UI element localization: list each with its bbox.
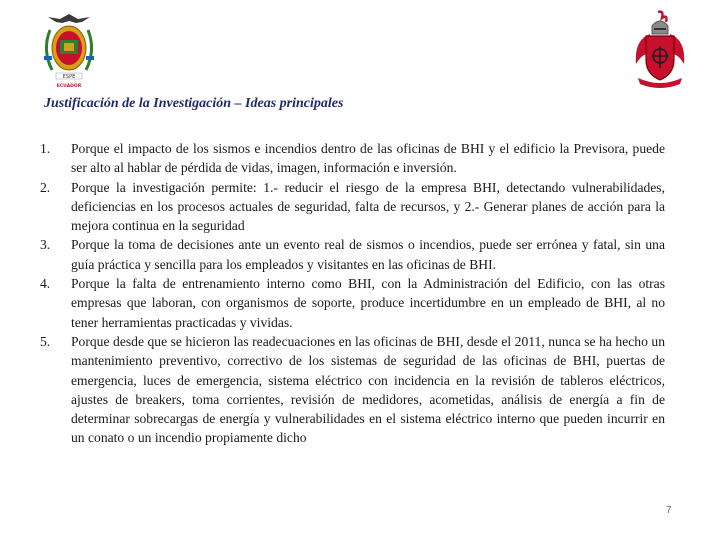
list-item-number: 3.: [40, 237, 51, 253]
list-item-number: 4.: [40, 276, 51, 292]
page-heading: Justificación de la Investigación – Ideas principales: [44, 96, 344, 111]
list-item-text: Porque la investigación permite: 1.- reducir el riesgo de la empresa BHI, detectando vulnerabilidades, deficiencias en los procesos actuales de seguridad, falta de recursos, y 2.- Generar planes de acción para la mejora continua en la seguridad: [71, 179, 665, 234]
list-item: [40, 332, 665, 448]
page-number: 7: [666, 505, 672, 516]
list-item-text: Porque la falta de entrenamiento interno como BHI, con la Administración del Edificio, con las otras empresas que laboran, con organismos de soporte, produce incertidumbre en un empleado de BHI, al no tener herramientas practicadas y vividas.: [71, 276, 665, 330]
right-crest-graphic: [628, 10, 692, 90]
list-item: [40, 235, 665, 274]
reasons-list: [40, 139, 665, 448]
knight-helmet-shield-crest-icon: [628, 10, 692, 90]
list-item: [40, 139, 665, 178]
list-item-text: Porque desde que se hicieron las readecuaciones en las oficinas de BHI, desde el 2011, nunca se ha hecho un mantenimiento preventivo, correctivo de los sistemas de seguridad de las oficinas de BHI, puertas de emergencia, luces de emergencia, sistema eléctrico con incidencia en la revisión de tableros eléctricos, ajustes de breakers, toma corrientes, revisión de medidores, acometidas, análisis de energía a fin de determinar sobrecargas de energía y vulnerabilidades en el sistema eléctrico interno que pueden incurrir en un conato o un incendio propiamente dicho: [71, 333, 665, 446]
crest-caption-top: ESPE: [62, 74, 76, 80]
list-item-number: 5.: [40, 333, 51, 349]
ecuador-university-crest-icon: [34, 12, 104, 90]
list-item-text: Porque el impacto de los sismos e incendios dentro de las oficinas de BHI y el edificio la Previsora, puede ser alto al hablar de pérdida de vidas, imagen, información e inversión.: [71, 141, 665, 176]
list-item: [40, 178, 665, 236]
list-item-number: 1.: [40, 141, 51, 156]
list-item-number: 2.: [40, 179, 51, 195]
list-item-text: Porque la toma de decisiones ante un evento real de sismos o incendios, puede ser errónea y fatal, sin una guía práctica y sencilla para los empleados y visitantes en las oficinas de BHI.: [71, 237, 665, 272]
crest-caption-bottom: ECUADOR: [56, 84, 82, 89]
left-crest-graphic: [34, 12, 104, 90]
list-item: [40, 274, 665, 332]
